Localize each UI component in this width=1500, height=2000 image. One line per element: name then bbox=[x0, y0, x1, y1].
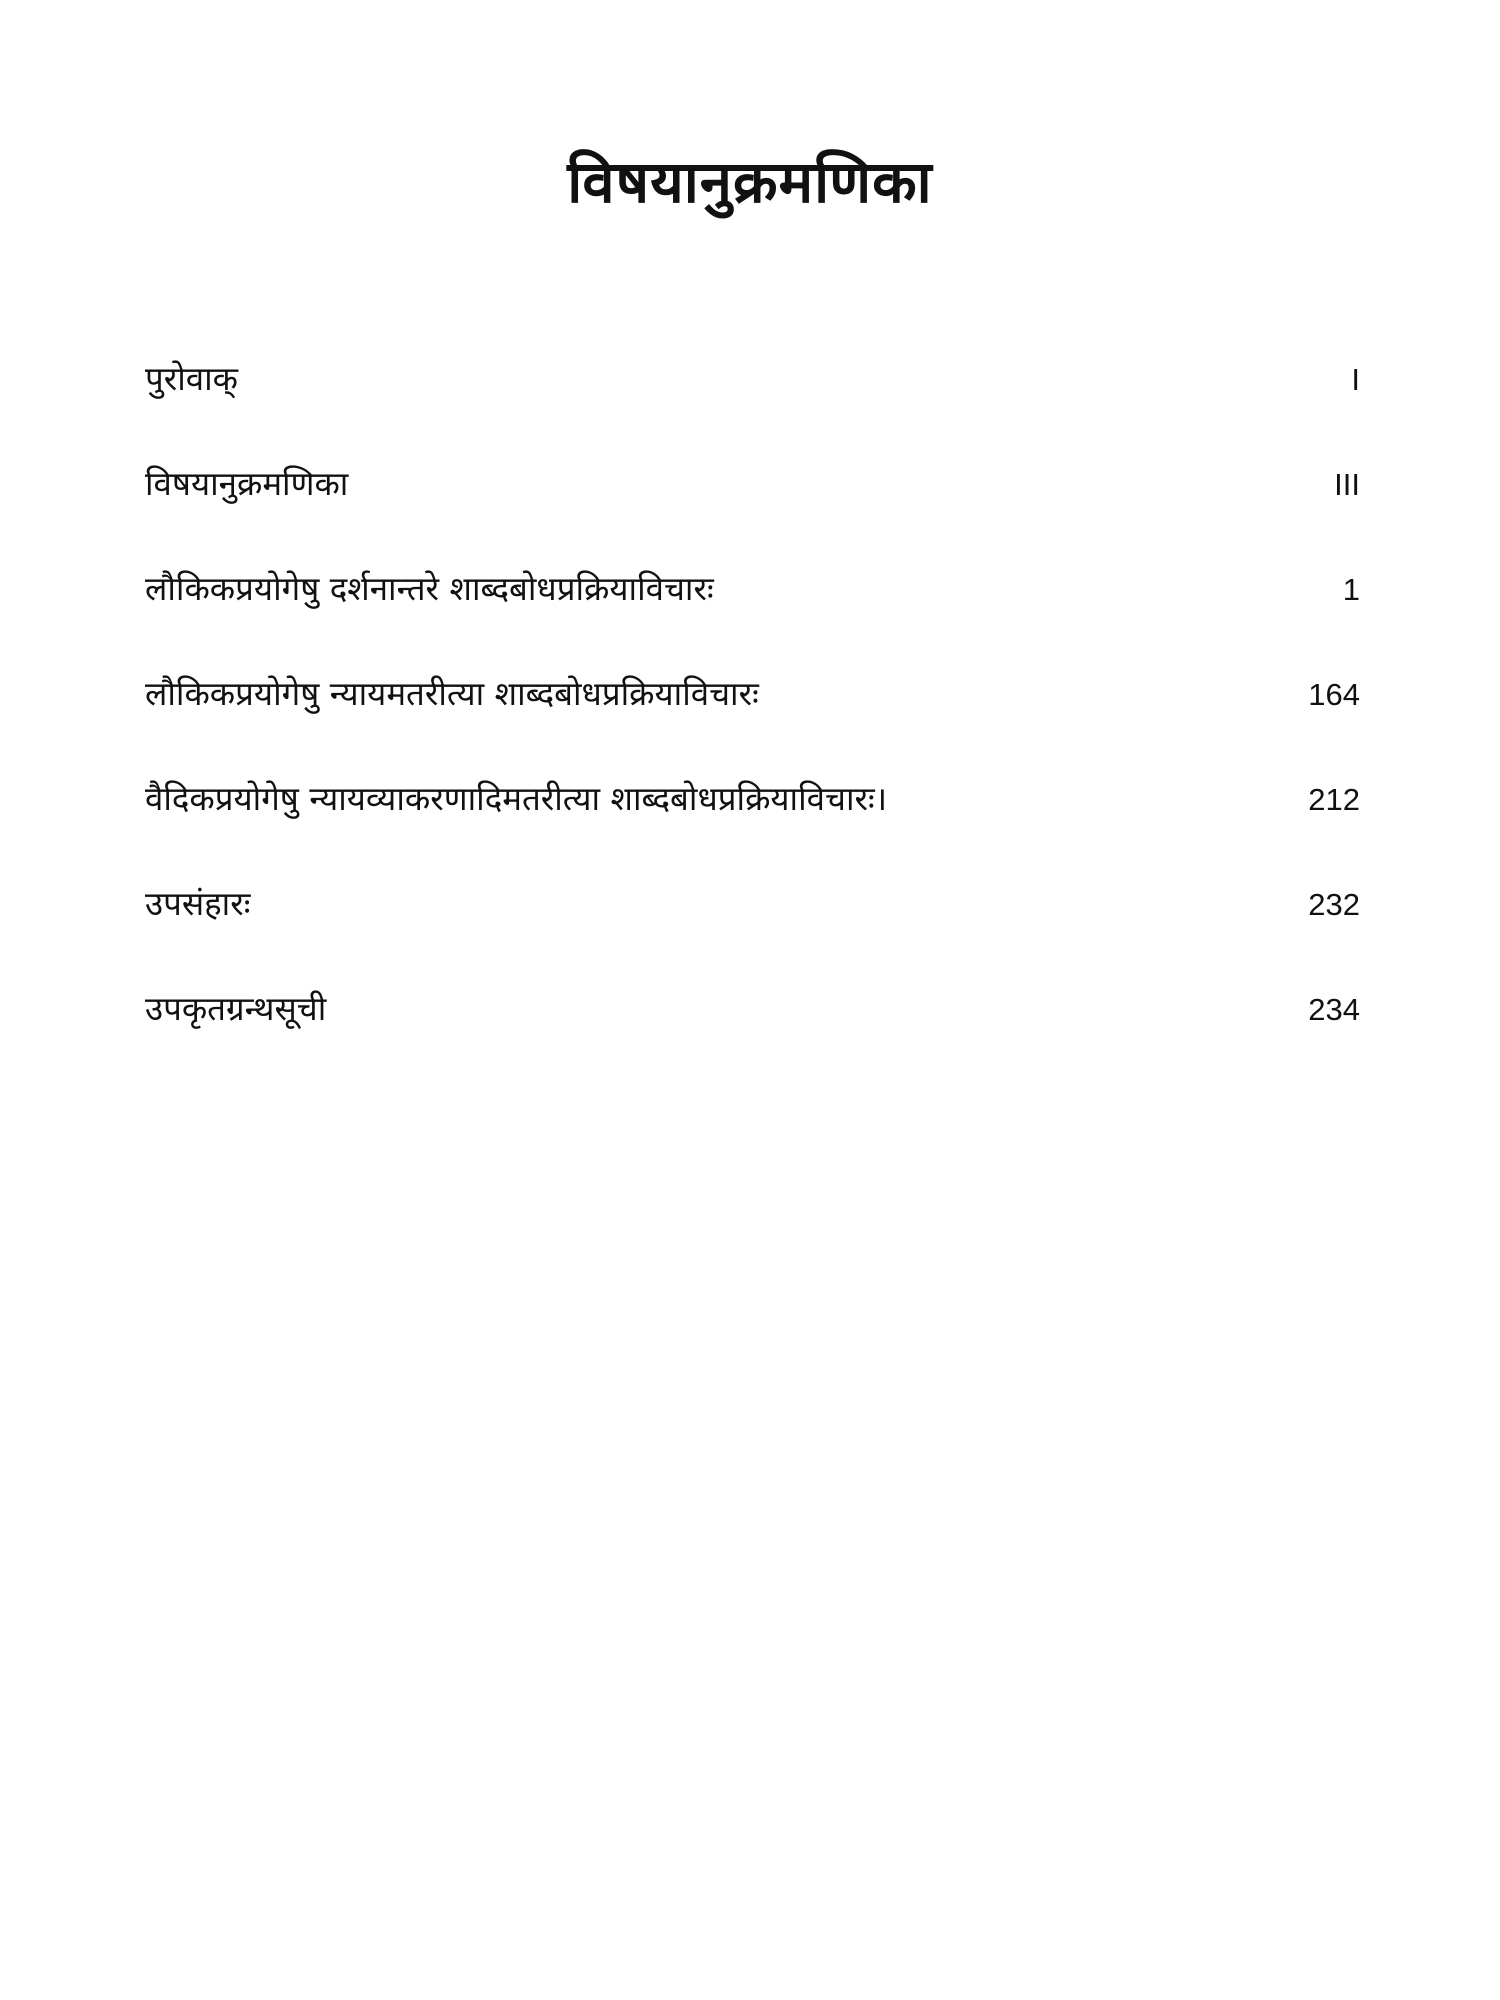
toc-entry-page-number: I bbox=[1351, 362, 1360, 397]
toc-entry-page-number: 164 bbox=[1308, 677, 1360, 712]
toc-entry-label: लौकिकप्रयोगेषु न्यायमतरीत्या शाब्दबोधप्रक्रियाविचारः bbox=[145, 674, 759, 713]
toc-entry-page-number: 1 bbox=[1342, 572, 1360, 607]
toc-entry bbox=[145, 985, 1360, 1090]
toc-entry-page-number: 232 bbox=[1308, 887, 1360, 922]
toc-entry-label: उपकृतग्रन्थसूची bbox=[145, 989, 327, 1028]
toc-entry bbox=[145, 355, 1360, 460]
toc-entry bbox=[145, 565, 1360, 670]
toc-entry-label: पुरोवाक् bbox=[145, 359, 239, 398]
toc-entry bbox=[145, 670, 1360, 775]
table-of-contents bbox=[145, 355, 1360, 1090]
toc-entry-page-number: 234 bbox=[1308, 992, 1360, 1027]
toc-entry-label: उपसंहारः bbox=[145, 884, 251, 923]
toc-entry-label: विषयानुक्रमणिका bbox=[145, 464, 349, 503]
toc-entry bbox=[145, 775, 1360, 880]
page-title: विषयानुक्रमणिका bbox=[567, 148, 933, 216]
toc-entry-label: वैदिकप्रयोगेषु न्यायव्याकरणादिमतरीत्या शाब्दबोधप्रक्रियाविचारः। bbox=[145, 779, 888, 818]
toc-entry-page-number: 212 bbox=[1308, 782, 1360, 817]
toc-entry bbox=[145, 880, 1360, 985]
toc-entry-label: लौकिकप्रयोगेषु दर्शनान्तरे शाब्दबोधप्रक्रियाविचारः bbox=[145, 569, 714, 608]
toc-entry bbox=[145, 460, 1360, 565]
toc-entry-page-number: III bbox=[1334, 467, 1360, 502]
